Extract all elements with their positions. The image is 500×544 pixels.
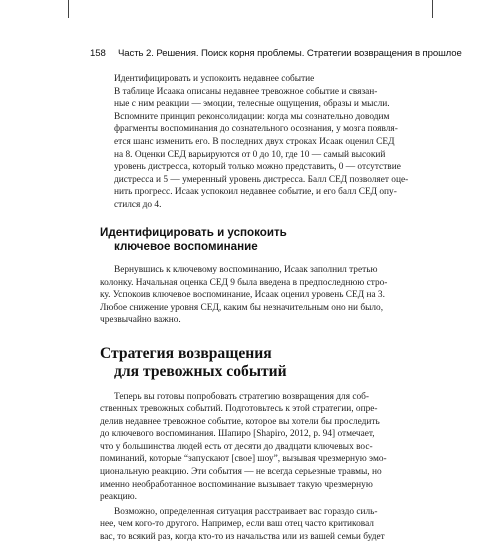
text-line: Вспомните принцип реконсолидации: когда мы сознательно доводим (114, 111, 390, 122)
strategy-paragraph-1 (100, 391, 400, 504)
text-line: циональную реакцию. Эти события — не всегда серьезные травмы, но (100, 467, 382, 478)
text-line: Вернувшись к ключевому воспоминанию, Исаак заполнил третью (114, 264, 378, 275)
text-line: нее, чем кого-то другого. Например, если ваш отец часто критиковал (100, 519, 374, 530)
text-line: вас, то всякий раз, когда кто-то из начальства или из вашей семьи будет (100, 532, 385, 543)
running-header (90, 48, 470, 59)
text-line: что у большинства людей есть от десяти до двадцати ключевых вос- (100, 441, 373, 452)
text-line: фрагменты воспоминания до сознательного осознания, у мозга появля- (114, 124, 398, 135)
text-line: на 8. Оценки СЕД варьируются от 0 до 10, где 10 — самый высокий (114, 149, 386, 160)
section-heading-key-memory (100, 226, 400, 254)
strategy-paragraph-2 (100, 506, 400, 544)
text-line: ные с ним реакции — эмоции, телесные ощущения, образы и мысли. (114, 99, 390, 110)
text-line: стился до 4. (114, 199, 162, 210)
page-number: 158 (90, 48, 106, 59)
heading-line: Идентифицировать и успокоить (100, 225, 287, 239)
text-line: Теперь вы готовы попробовать стратегию возвращения для соб- (114, 391, 370, 402)
text-line: уровень дистресса, который только можно представить, 0 — отсутствие (114, 162, 401, 173)
text-line: чрезвычайно важно. (100, 315, 181, 326)
text-line: ку. Успокоив ключевое воспоминание, Исаак оценил уровень СЕД на 3. (100, 290, 385, 301)
running-title: Часть 2. Решения. Поиск корня проблемы. Стратегии возвращения в прошлое (118, 48, 462, 59)
text-line: делив недавнее тревожное событие, которое вы хотели бы проследить (100, 416, 380, 427)
text-line: дистресса и 5 — умеренный уровень дистресса. Балл СЕД позволяет оце- (114, 174, 409, 185)
text-line: Любое снижение уровня СЕД, каким бы незначительным оно ни было, (100, 302, 384, 313)
text-line: Идентифицировать и успокоить недавнее событие (114, 74, 315, 84)
text-line: именно необработанное воспоминание вызывает такую чрезмерную (100, 479, 373, 490)
text-line: ется шанс изменить его. В последних двух строках Исаак оценил СЕД (114, 136, 395, 147)
heading-line: ключевое воспоминание (114, 239, 258, 253)
section-heading-return-strategy (100, 345, 400, 381)
crop-mark-left (68, 0, 69, 18)
text-line: до ключевого воспоминания. Шапиро [Shapiro, 2012, p. 94] отмечает, (100, 429, 375, 440)
text-line: Возможно, определенная ситуация расстраивает вас гораздо силь- (114, 506, 378, 517)
heading-line: Стратегия возвращения (100, 344, 272, 362)
heading-line: для тревожных событий (114, 362, 287, 380)
text-line: ственных тревожных событий. Подготовьтесь к этой стратегии, опре- (100, 404, 378, 415)
text-line: В таблице Исаака описаны недавнее тревожное событие и связан- (114, 86, 378, 97)
text-line: реакцию. (100, 492, 137, 503)
recent-event-paragraph (100, 73, 409, 212)
page-body (100, 73, 409, 544)
key-memory-paragraph (100, 264, 400, 327)
crop-mark-right (432, 0, 433, 18)
text-line: нить прогресс. Исаак успокоил недавнее событие, и его балл СЕД опу- (114, 187, 397, 198)
text-line: колонку. Начальная оценка СЕД 9 была введена в предпоследнюю стро- (100, 277, 388, 288)
text-line: поминаний, которые “запускают [свое] шоу”, вызывая чрезмерную эмо- (100, 454, 387, 465)
